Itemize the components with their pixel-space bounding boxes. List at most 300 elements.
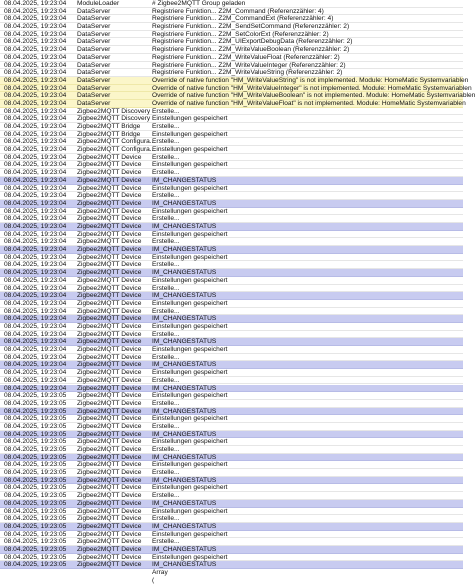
- log-sender: DataServer: [77, 38, 111, 46]
- log-time: 08.04.2025, 19:23:04: [4, 230, 67, 238]
- log-sender: Zigbee2MQTT Device: [77, 284, 142, 292]
- log-sender: Zigbee2MQTT Device: [77, 184, 142, 192]
- log-message: Erstelle...: [152, 192, 180, 200]
- log-sender: Zigbee2MQTT Configura...: [77, 146, 156, 154]
- log-time: 08.04.2025, 19:23:04: [4, 199, 67, 207]
- log-time: 08.04.2025, 19:23:04: [4, 246, 67, 254]
- log-sender: Zigbee2MQTT Device: [77, 392, 142, 400]
- log-message: IM_CHANGESTATUS: [152, 269, 217, 277]
- log-time: 08.04.2025, 19:23:05: [4, 438, 67, 446]
- log-sender: DataServer: [77, 61, 111, 69]
- log-time: 08.04.2025, 19:23:04: [4, 338, 67, 346]
- log-time: 08.04.2025, 19:23:04: [4, 269, 67, 277]
- log-sender: DataServer: [77, 92, 111, 100]
- log-row[interactable]: [0, 0, 463, 8]
- log-row[interactable]: [0, 523, 463, 531]
- log-time: 08.04.2025, 19:23:05: [4, 392, 67, 400]
- log-message: Einstellungen gespeichert: [152, 184, 228, 192]
- log-message: Registriere Funktion... Z2M_SetColorExt (Referenzzähler: 2): [152, 30, 329, 38]
- log-row[interactable]: [0, 477, 463, 485]
- log-message: Erstelle...: [152, 215, 180, 223]
- log-row[interactable]: [0, 492, 463, 500]
- log-sender: Zigbee2MQTT Bridge: [77, 123, 141, 131]
- log-time: 08.04.2025, 19:23:04: [4, 176, 67, 184]
- log-sender: Zigbee2MQTT Device: [77, 215, 142, 223]
- log-sender: DataServer: [77, 15, 111, 23]
- log-time: 08.04.2025, 19:23:04: [4, 322, 67, 330]
- log-message: Einstellungen gespeichert: [152, 530, 228, 538]
- log-row[interactable]: [0, 354, 463, 362]
- log-message: Array: [152, 569, 168, 577]
- log-time: 08.04.2025, 19:23:04: [4, 0, 67, 7]
- log-time: 08.04.2025, 19:23:04: [4, 284, 67, 292]
- log-sender: Zigbee2MQTT Device: [77, 530, 142, 538]
- log-sender: Zigbee2MQTT Device: [77, 307, 142, 315]
- log-sender: Zigbee2MQTT Device: [77, 507, 142, 515]
- log-message: Einstellungen gespeichert: [152, 130, 228, 138]
- log-row[interactable]: [0, 254, 463, 262]
- log-message: Einstellungen gespeichert: [152, 253, 228, 261]
- log-message: Erstelle...: [152, 107, 180, 115]
- log-row[interactable]: [0, 415, 463, 423]
- log-sender: Zigbee2MQTT Device: [77, 376, 142, 384]
- log-message: IM_CHANGESTATUS: [152, 561, 217, 569]
- log-message: IM_CHANGESTATUS: [152, 223, 217, 230]
- log-row[interactable]: [0, 377, 463, 385]
- log-row[interactable]: [0, 338, 463, 346]
- log-row[interactable]: [0, 569, 463, 577]
- log-row[interactable]: [0, 84, 472, 93]
- log-time: 08.04.2025, 19:23:05: [4, 522, 67, 530]
- log-sender: DataServer: [77, 23, 111, 31]
- log-time: 08.04.2025, 19:23:04: [4, 23, 67, 31]
- log-time: 08.04.2025, 19:23:05: [4, 430, 67, 438]
- log-time: 08.04.2025, 19:23:04: [4, 238, 67, 246]
- log-message: Erstelle...: [152, 330, 180, 338]
- log-row[interactable]: [0, 215, 463, 223]
- log-sender: Zigbee2MQTT Device: [77, 353, 142, 361]
- log-row[interactable]: [0, 38, 463, 46]
- log-row[interactable]: [0, 400, 463, 408]
- log-message: Einstellungen gespeichert: [152, 461, 228, 469]
- log-row[interactable]: [0, 169, 463, 177]
- log-time: 08.04.2025, 19:23:04: [4, 115, 67, 123]
- log-row[interactable]: [0, 508, 463, 516]
- log-message: Einstellungen gespeichert: [152, 322, 228, 330]
- log-message: Override of native function "HM_WriteValueFloat" is not implemented. Module: HomeMatic Systemvariablen: [152, 99, 466, 107]
- log-row[interactable]: [0, 185, 463, 193]
- log-time: 08.04.2025, 19:23:04: [4, 46, 67, 54]
- log-sender: Zigbee2MQTT Device: [77, 484, 142, 492]
- log-row[interactable]: [0, 323, 463, 331]
- log-message: Einstellungen gespeichert: [152, 369, 228, 377]
- log-time: 08.04.2025, 19:23:04: [4, 215, 67, 223]
- log-sender: Zigbee2MQTT Device: [77, 492, 142, 500]
- log-time: 08.04.2025, 19:23:04: [4, 61, 67, 69]
- log-sender: Zigbee2MQTT Device: [77, 453, 142, 461]
- log-time: 08.04.2025, 19:23:05: [4, 507, 67, 515]
- log-row[interactable]: [0, 46, 463, 54]
- log-message: Erstelle...: [152, 422, 180, 430]
- log-sender: Zigbee2MQTT Device: [77, 199, 142, 207]
- log-message: Registriere Funktion... Z2M_WriteValueInteger (Referenzzähler: 2): [152, 61, 346, 69]
- log-time: 08.04.2025, 19:23:04: [4, 292, 67, 300]
- log-row[interactable]: [0, 577, 463, 584]
- log-time: 08.04.2025, 19:23:05: [4, 461, 67, 469]
- log-row[interactable]: [0, 431, 463, 439]
- log-sender: DataServer: [77, 7, 111, 15]
- log-time: 08.04.2025, 19:23:04: [4, 138, 67, 146]
- log-sender: Zigbee2MQTT Device: [77, 161, 142, 169]
- log-message: Registriere Funktion... Z2M_UIExportDebugData (Referenzzähler: 2): [152, 38, 353, 46]
- log-sender: Zigbee2MQTT Device: [77, 438, 142, 446]
- log-row[interactable]: [0, 231, 463, 239]
- log-time: 08.04.2025, 19:23:05: [4, 545, 67, 553]
- log-message: IM_CHANGESTATUS: [152, 499, 217, 507]
- log-message: Erstelle...: [152, 123, 180, 131]
- log-sender: Zigbee2MQTT Device: [77, 176, 142, 184]
- log-sender: Zigbee2MQTT Device: [77, 469, 142, 477]
- log-time: 08.04.2025, 19:23:04: [4, 146, 67, 154]
- log-sender: Zigbee2MQTT Device: [77, 361, 142, 369]
- log-time: 08.04.2025, 19:23:04: [4, 384, 67, 392]
- log-message: IM_CHANGESTATUS: [152, 384, 217, 392]
- log-message: Einstellungen gespeichert: [152, 207, 228, 215]
- log-time: 08.04.2025, 19:23:04: [4, 161, 67, 169]
- log-sender: DataServer: [77, 30, 111, 38]
- log-sender: ModuleLoader: [77, 0, 120, 7]
- log-sender: Zigbee2MQTT Device: [77, 430, 142, 438]
- log-sender: Zigbee2MQTT Device: [77, 476, 142, 484]
- log-row[interactable]: [0, 177, 463, 185]
- log-sender: Zigbee2MQTT Device: [77, 153, 142, 161]
- log-row[interactable]: [0, 454, 463, 462]
- log-row[interactable]: [0, 300, 463, 308]
- log-time: 08.04.2025, 19:23:04: [4, 192, 67, 200]
- log-sender: Zigbee2MQTT Device: [77, 522, 142, 530]
- log-time: 08.04.2025, 19:23:04: [4, 99, 67, 107]
- log-row[interactable]: [0, 438, 463, 446]
- log-time: 08.04.2025, 19:23:04: [4, 184, 67, 192]
- log-row[interactable]: [0, 154, 463, 162]
- log-time: 08.04.2025, 19:23:04: [4, 361, 67, 369]
- log-time: 08.04.2025, 19:23:04: [4, 223, 67, 230]
- log-time: 08.04.2025, 19:23:04: [4, 38, 67, 46]
- log-time: 08.04.2025, 19:23:05: [4, 446, 67, 454]
- log-time: 08.04.2025, 19:23:04: [4, 330, 67, 338]
- log-message: Einstellungen gespeichert: [152, 276, 228, 284]
- log-sender: Zigbee2MQTT Device: [77, 415, 142, 423]
- log-message: Einstellungen gespeichert: [152, 346, 228, 354]
- log-row[interactable]: [0, 531, 463, 539]
- log-row[interactable]: [0, 277, 463, 285]
- log-sender: Zigbee2MQTT Device: [77, 407, 142, 415]
- log-row[interactable]: [0, 138, 463, 146]
- log-time: 08.04.2025, 19:23:05: [4, 415, 67, 423]
- log-sender: Zigbee2MQTT Device: [77, 276, 142, 284]
- log-row[interactable]: [0, 346, 463, 354]
- log-sender: Zigbee2MQTT Device: [77, 315, 142, 323]
- log-time: 08.04.2025, 19:23:05: [4, 407, 67, 415]
- log-message: Registriere Funktion... Z2M_Command (Referenzzähler: 4): [152, 7, 324, 15]
- log-message: Erstelle...: [152, 399, 180, 407]
- log-row[interactable]: [0, 285, 463, 293]
- log-message: Registriere Funktion... Z2M_WriteValueString (Referenzzähler: 2): [152, 69, 343, 77]
- log-row[interactable]: [0, 315, 463, 323]
- log-row[interactable]: [0, 308, 463, 316]
- log-sender: Zigbee2MQTT Device: [77, 461, 142, 469]
- log-message: IM_CHANGESTATUS: [152, 545, 217, 553]
- log-time: 08.04.2025, 19:23:05: [4, 399, 67, 407]
- log-row[interactable]: [0, 546, 463, 554]
- log-sender: Zigbee2MQTT Device: [77, 299, 142, 307]
- log-sender: Zigbee2MQTT Configura...: [77, 138, 156, 146]
- log-time: 08.04.2025, 19:23:04: [4, 276, 67, 284]
- log-row[interactable]: [0, 8, 463, 16]
- log-sender: Zigbee2MQTT Device: [77, 292, 142, 300]
- log-message: Einstellungen gespeichert: [152, 415, 228, 423]
- log-message: IM_CHANGESTATUS: [152, 361, 217, 369]
- log-message: Erstelle...: [152, 446, 180, 454]
- log-sender: DataServer: [77, 69, 111, 77]
- log-row[interactable]: [0, 461, 463, 469]
- log-message: Einstellungen gespeichert: [152, 484, 228, 492]
- log-message: IM_CHANGESTATUS: [152, 407, 217, 415]
- log-sender: DataServer: [77, 53, 111, 61]
- log-time: 08.04.2025, 19:23:04: [4, 92, 67, 100]
- log-row[interactable]: [0, 76, 469, 85]
- log-message: Erstelle...: [152, 261, 180, 269]
- log-message: # Zigbee2MQTT Group geladen: [152, 0, 246, 7]
- log-sender: Zigbee2MQTT Discovery: [77, 107, 151, 115]
- log-row[interactable]: [0, 246, 463, 254]
- log-row[interactable]: [0, 554, 463, 562]
- log-row[interactable]: [0, 469, 463, 477]
- log-message: Erstelle...: [152, 138, 180, 146]
- log-sender: Zigbee2MQTT Device: [77, 192, 142, 200]
- log-time: 08.04.2025, 19:23:04: [4, 315, 67, 323]
- log-row[interactable]: [0, 561, 463, 569]
- log-row[interactable]: [0, 69, 463, 77]
- log-sender: Zigbee2MQTT Device: [77, 346, 142, 354]
- log-message: Registriere Funktion... Z2M_WriteValueBoolean (Referenzzähler: 2): [152, 46, 350, 54]
- log-sender: Zigbee2MQTT Device: [77, 553, 142, 561]
- log-row[interactable]: [0, 392, 463, 400]
- log-time: 08.04.2025, 19:23:05: [4, 561, 67, 569]
- log-message: IM_CHANGESTATUS: [152, 199, 217, 207]
- log-message: Erstelle...: [152, 376, 180, 384]
- log-row[interactable]: [0, 192, 463, 200]
- log-row[interactable]: [0, 54, 463, 62]
- log-time: 08.04.2025, 19:23:04: [4, 253, 67, 261]
- log-time: 08.04.2025, 19:23:04: [4, 307, 67, 315]
- log-time: 08.04.2025, 19:23:04: [4, 7, 67, 15]
- log-time: 08.04.2025, 19:23:05: [4, 538, 67, 546]
- log-sender: Zigbee2MQTT Device: [77, 261, 142, 269]
- log-sender: Zigbee2MQTT Discovery: [77, 115, 151, 123]
- log-message: Registriere Funktion... Z2M_SendSetCommand (Referenzzähler: 2): [152, 23, 350, 31]
- log-sender: Zigbee2MQTT Device: [77, 446, 142, 454]
- log-row[interactable]: [0, 161, 463, 169]
- log-message: Override of native function "HM_WriteValueBoolean" is not implemented. Module: HomeMatic Systemvariablen: [152, 92, 475, 100]
- log-time: 08.04.2025, 19:23:04: [4, 353, 67, 361]
- log-sender: DataServer: [77, 84, 111, 92]
- log-time: 08.04.2025, 19:23:04: [4, 130, 67, 138]
- log-message: Einstellungen gespeichert: [152, 392, 228, 400]
- log-sender: Zigbee2MQTT Device: [77, 422, 142, 430]
- log-row[interactable]: [0, 31, 463, 39]
- log-message: Erstelle...: [152, 469, 180, 477]
- log-time: 08.04.2025, 19:23:04: [4, 261, 67, 269]
- log-sender: DataServer: [77, 99, 111, 107]
- log-message: Erstelle...: [152, 238, 180, 246]
- log-row[interactable]: [0, 484, 463, 492]
- log-message: Einstellungen gespeichert: [152, 230, 228, 238]
- log-time: 08.04.2025, 19:23:05: [4, 515, 67, 523]
- log-message: IM_CHANGESTATUS: [152, 315, 217, 323]
- log-time: 08.04.2025, 19:23:04: [4, 369, 67, 377]
- log-sender: Zigbee2MQTT Device: [77, 246, 142, 254]
- log-sender: Zigbee2MQTT Device: [77, 538, 142, 546]
- log-message: IM_CHANGESTATUS: [152, 430, 217, 438]
- log-message: Einstellungen gespeichert: [152, 299, 228, 307]
- log-message: Override of native function "HM_WriteValueInteger" is not implemented. Module: HomeMatic Systemvariablen: [152, 84, 472, 92]
- log-row[interactable]: [0, 238, 463, 246]
- log-sender: Zigbee2MQTT Device: [77, 561, 142, 569]
- log-sender: Zigbee2MQTT Device: [77, 238, 142, 246]
- log-row[interactable]: [0, 62, 463, 70]
- log-message: Erstelle...: [152, 538, 180, 546]
- log-sender: Zigbee2MQTT Device: [77, 269, 142, 277]
- log-time: 08.04.2025, 19:23:05: [4, 499, 67, 507]
- log-row[interactable]: [0, 331, 463, 339]
- log-time: 08.04.2025, 19:23:05: [4, 553, 67, 561]
- log-sender: Zigbee2MQTT Device: [77, 515, 142, 523]
- log-row[interactable]: [0, 146, 463, 154]
- log-sender: Zigbee2MQTT Device: [77, 169, 142, 177]
- log-sender: Zigbee2MQTT Device: [77, 338, 142, 346]
- log-row[interactable]: [0, 99, 466, 108]
- log-message: Erstelle...: [152, 353, 180, 361]
- log-message: Einstellungen gespeichert: [152, 553, 228, 561]
- log-time: 08.04.2025, 19:23:04: [4, 53, 67, 61]
- log-sender: Zigbee2MQTT Bridge: [77, 130, 141, 138]
- log-time: 08.04.2025, 19:23:04: [4, 299, 67, 307]
- log-message: IM_CHANGESTATUS: [152, 246, 217, 254]
- log-row[interactable]: [0, 23, 463, 31]
- log-message: IM_CHANGESTATUS: [152, 522, 217, 530]
- log-sender: Zigbee2MQTT Device: [77, 499, 142, 507]
- log-sender: Zigbee2MQTT Device: [77, 399, 142, 407]
- log-row[interactable]: [0, 115, 463, 123]
- log-sender: Zigbee2MQTT Device: [77, 322, 142, 330]
- log-message: IM_CHANGESTATUS: [152, 338, 217, 346]
- log-time: 08.04.2025, 19:23:05: [4, 484, 67, 492]
- log-row[interactable]: [0, 538, 463, 546]
- log-sender: DataServer: [77, 76, 111, 84]
- log-time: 08.04.2025, 19:23:04: [4, 376, 67, 384]
- log-row[interactable]: [0, 369, 463, 377]
- log-row[interactable]: [0, 261, 463, 269]
- log-time: 08.04.2025, 19:23:05: [4, 422, 67, 430]
- log-time: 08.04.2025, 19:23:04: [4, 153, 67, 161]
- log-sender: Zigbee2MQTT Device: [77, 545, 142, 553]
- log-row[interactable]: [0, 15, 463, 23]
- log-time: 08.04.2025, 19:23:04: [4, 84, 67, 92]
- log-message: Override of native function "HM_WriteValueString" is not implemented. Module: HomeMatic Systemvariablen: [152, 76, 469, 84]
- log-time: 08.04.2025, 19:23:05: [4, 453, 67, 461]
- log-time: 08.04.2025, 19:23:05: [4, 492, 67, 500]
- log-message: Erstelle...: [152, 169, 180, 177]
- log-row[interactable]: [0, 408, 463, 416]
- log-sender: Zigbee2MQTT Device: [77, 253, 142, 261]
- log-row[interactable]: [0, 361, 463, 369]
- log-time: 08.04.2025, 19:23:04: [4, 207, 67, 215]
- log-row[interactable]: [0, 446, 463, 454]
- log-row[interactable]: [0, 131, 463, 139]
- log-sender: DataServer: [77, 46, 111, 54]
- log-message: Registriere Funktion... Z2M_CommandExt (Referenzzähler: 4): [152, 15, 334, 23]
- log-time: 08.04.2025, 19:23:05: [4, 530, 67, 538]
- log-row[interactable]: [0, 108, 463, 116]
- log-message: Einstellungen gespeichert: [152, 115, 228, 123]
- log-time: 08.04.2025, 19:23:04: [4, 15, 67, 23]
- log-sender: Zigbee2MQTT Device: [77, 207, 142, 215]
- log-sender: Zigbee2MQTT Device: [77, 330, 142, 338]
- log-message: (: [152, 576, 155, 584]
- log-sender: Zigbee2MQTT Device: [77, 223, 142, 230]
- log-time: 08.04.2025, 19:23:04: [4, 69, 67, 77]
- log-row[interactable]: [0, 500, 463, 508]
- log-message: IM_CHANGESTATUS: [152, 176, 217, 184]
- log-sender: Zigbee2MQTT Device: [77, 230, 142, 238]
- log-time: 08.04.2025, 19:23:04: [4, 76, 67, 84]
- log-row[interactable]: [0, 515, 463, 523]
- log-row[interactable]: [0, 208, 463, 216]
- log-message: Einstellungen gespeichert: [152, 507, 228, 515]
- log-message: IM_CHANGESTATUS: [152, 476, 217, 484]
- log-sender: Zigbee2MQTT Device: [77, 369, 142, 377]
- log-row[interactable]: [0, 292, 463, 300]
- log-message: Erstelle...: [152, 307, 180, 315]
- log-row[interactable]: [0, 223, 463, 231]
- log-sender: Zigbee2MQTT Device: [77, 384, 142, 392]
- log-message: Einstellungen gespeichert: [152, 161, 228, 169]
- log-row[interactable]: [0, 423, 463, 431]
- log-time: 08.04.2025, 19:23:04: [4, 346, 67, 354]
- log-message: Registriere Funktion... Z2M_WriteValueFloat (Referenzzähler: 2): [152, 53, 340, 61]
- log-row[interactable]: [0, 92, 475, 100]
- log-message: Einstellungen gespeichert: [152, 438, 228, 446]
- log-row[interactable]: [0, 385, 463, 393]
- log-row[interactable]: [0, 123, 463, 131]
- log-time: 08.04.2025, 19:23:04: [4, 123, 67, 131]
- log-time: 08.04.2025, 19:23:05: [4, 469, 67, 477]
- log-time: 08.04.2025, 19:23:04: [4, 169, 67, 177]
- log-message: Erstelle...: [152, 515, 180, 523]
- log-message: Erstelle...: [152, 153, 180, 161]
- log-time: 08.04.2025, 19:23:04: [4, 30, 67, 38]
- log-message: IM_CHANGESTATUS: [152, 292, 217, 300]
- log-time: 08.04.2025, 19:23:05: [4, 476, 67, 484]
- log-row[interactable]: [0, 200, 463, 208]
- log-message: IM_CHANGESTATUS: [152, 453, 217, 461]
- log-message: Einstellungen gespeichert: [152, 146, 228, 154]
- log-row[interactable]: [0, 269, 463, 277]
- log-message: Erstelle...: [152, 492, 180, 500]
- log-time: 08.04.2025, 19:23:04: [4, 107, 67, 115]
- log-message: Erstelle...: [152, 284, 180, 292]
